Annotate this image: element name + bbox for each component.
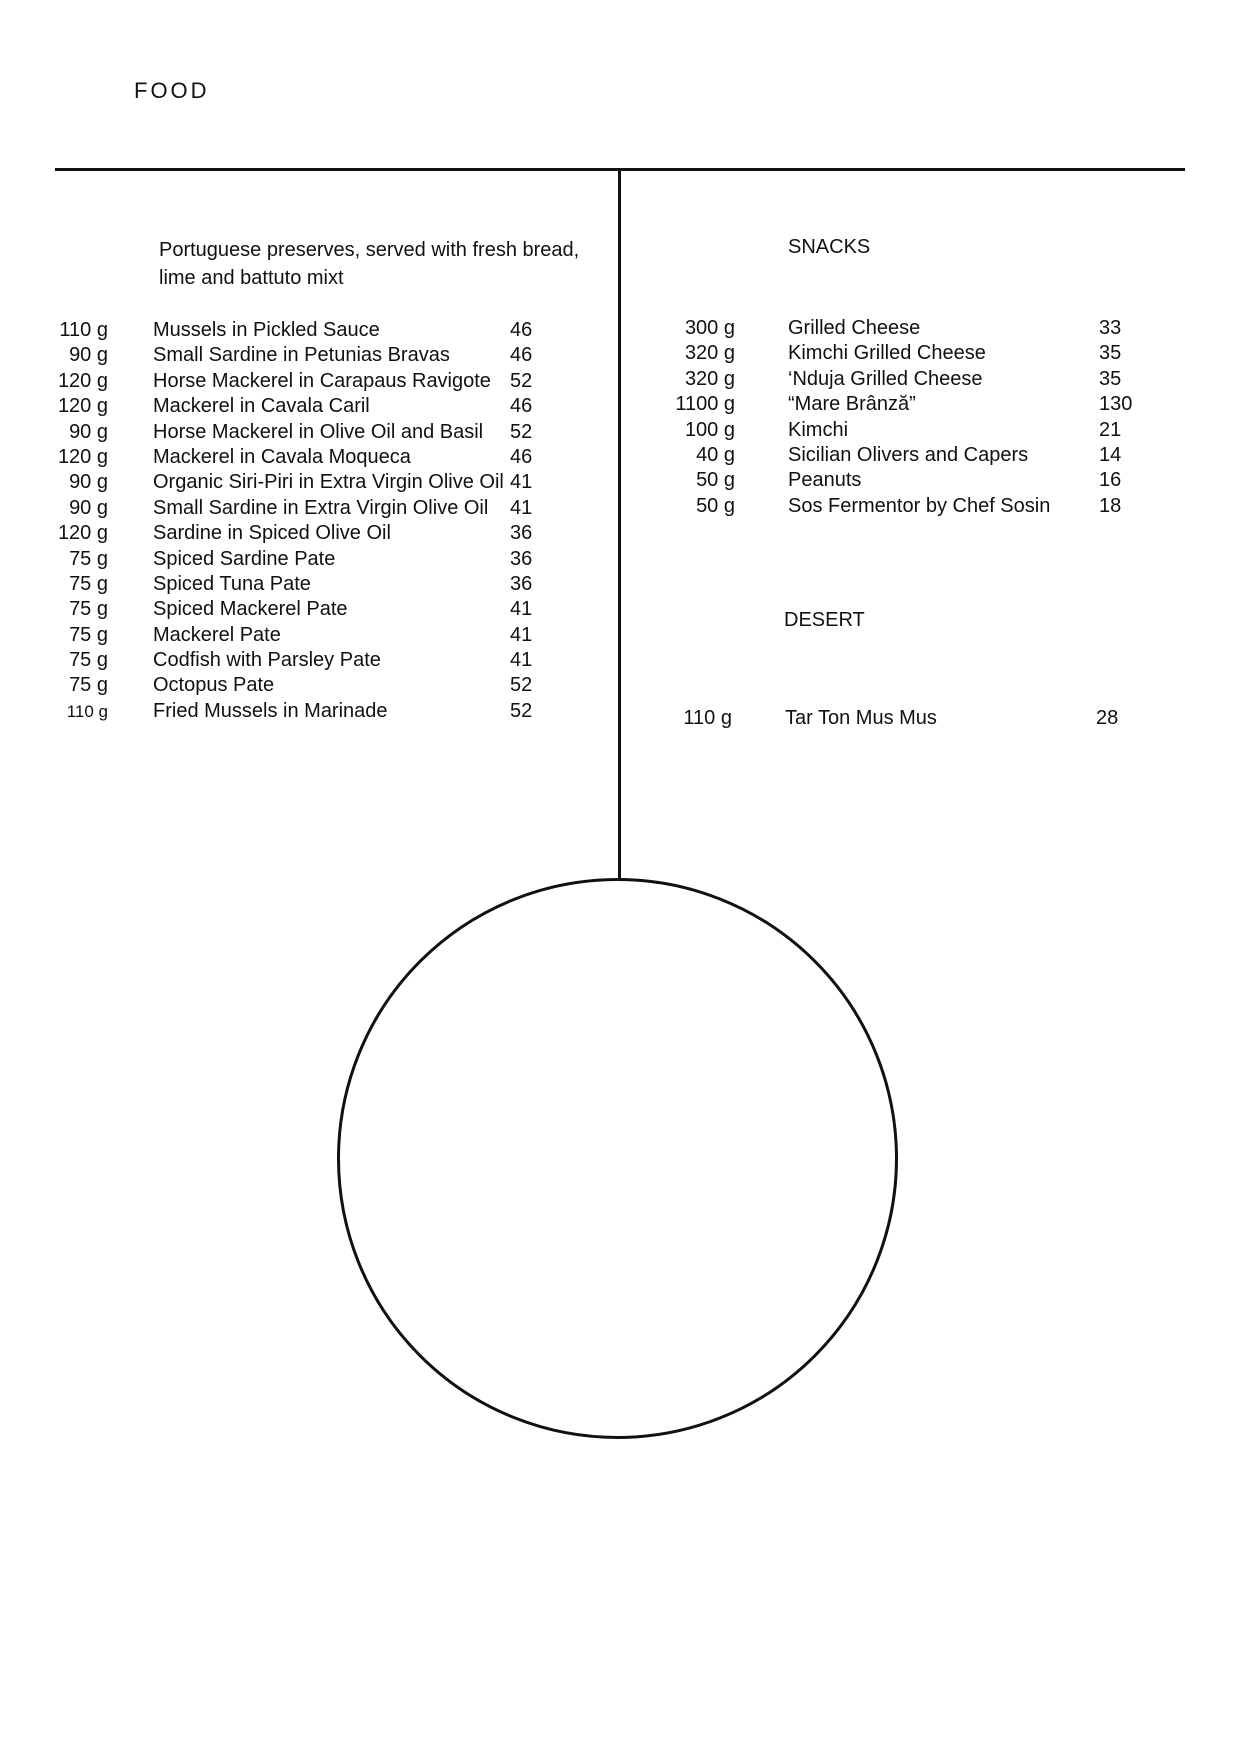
item-weight: 100 g	[684, 418, 735, 441]
item-name: Grilled Cheese	[788, 317, 921, 339]
item-price: 36	[510, 572, 533, 595]
item-name: Mackerel in Cavala Caril	[153, 395, 370, 418]
item-weight: 120 g	[57, 369, 108, 392]
item-weight: 320 g	[684, 342, 735, 365]
item-name: Mussels in Pickled Sauce	[153, 319, 380, 341]
item-name: Kimchi	[788, 418, 849, 441]
item-weight: 75 g	[69, 623, 108, 646]
item-price: 41	[510, 649, 533, 672]
item-name: Mackerel Pate	[153, 623, 281, 646]
item-weight: 75 g	[69, 598, 108, 621]
item-weight: 50 g	[696, 494, 735, 517]
item-price: 46	[510, 395, 533, 418]
item-price: 46	[510, 344, 533, 367]
item-name: Organic Siri-Piri in Extra Virgin Olive Oil	[153, 471, 504, 494]
item-price: 52	[510, 699, 533, 722]
item-name: Codfish with Parsley Pate	[153, 649, 381, 672]
item-price: 35	[1099, 342, 1122, 365]
item-name: Sos Fermentor by Chef Sosin	[788, 494, 1051, 517]
item-price: 21	[1099, 418, 1122, 441]
item-weight: 90 g	[69, 420, 108, 443]
item-name: Small Sardine in Extra Virgin Olive Oil	[153, 496, 489, 519]
item-price: 36	[510, 522, 533, 545]
item-name: Sicilian Olivers and Capers	[788, 443, 1029, 466]
item-price: 18	[1099, 494, 1122, 517]
item-name: Fried Mussels in Marinade	[153, 699, 388, 722]
item-price: 16	[1099, 469, 1122, 492]
item-name: Horse Mackerel in Olive Oil and Basil	[153, 420, 484, 443]
item-name: Octopus Pate	[153, 674, 275, 697]
item-price: 46	[510, 445, 533, 468]
circle-graphic	[337, 878, 898, 1439]
item-price: 14	[1099, 443, 1122, 466]
item-name: Small Sardine in Petunias Bravas	[153, 344, 450, 367]
item-name: Tar Ton Mus Mus	[785, 707, 937, 729]
item-name: “Mare Brânză”	[788, 393, 916, 416]
item-weight: 90 g	[69, 344, 108, 367]
item-weight: 90 g	[69, 471, 108, 494]
item-weight: 300 g	[684, 317, 735, 339]
preserves-intro: Portuguese preserves, served with fresh bread, lime and battuto mixt	[159, 239, 580, 289]
item-weight: 75 g	[69, 649, 108, 672]
item-price: 52	[510, 369, 533, 392]
item-weight: 75 g	[69, 674, 108, 697]
item-weight: 120 g	[57, 395, 108, 418]
item-name: Mackerel in Cavala Moqueca	[153, 445, 411, 468]
vertical-divider	[618, 168, 621, 880]
item-name: ‘Nduja Grilled Cheese	[788, 367, 983, 390]
item-weight: 75 g	[69, 547, 108, 570]
item-weight: 120 g	[57, 445, 108, 468]
item-price: 41	[510, 598, 533, 621]
item-weight: 50 g	[696, 469, 735, 492]
item-price: 28	[1096, 707, 1119, 729]
item-price: 36	[510, 547, 533, 570]
item-price: 41	[510, 496, 533, 519]
item-price: 52	[510, 420, 533, 443]
item-weight: 75 g	[69, 572, 108, 595]
item-name: Spiced Mackerel Pate	[153, 598, 348, 621]
page-title: FOOD	[134, 78, 210, 103]
item-price: 41	[510, 623, 533, 646]
item-price: 35	[1099, 367, 1122, 390]
item-price: 33	[1099, 317, 1122, 339]
item-name: Spiced Sardine Pate	[153, 547, 336, 570]
item-weight: 110 g	[66, 701, 108, 721]
item-price: 46	[510, 319, 533, 341]
item-name: Kimchi Grilled Cheese	[788, 342, 986, 365]
item-price: 41	[510, 471, 533, 494]
item-price: 130	[1099, 393, 1133, 416]
item-name: Sardine in Spiced Olive Oil	[153, 522, 391, 545]
item-name: Spiced Tuna Pate	[153, 572, 311, 595]
item-name: Horse Mackerel in Carapaus Ravigote	[153, 369, 491, 392]
item-weight: 110 g	[683, 707, 732, 729]
item-weight: 1100 g	[675, 393, 735, 416]
item-weight: 90 g	[69, 496, 108, 519]
snacks-heading: SNACKS	[788, 236, 871, 258]
item-weight: 120 g	[57, 522, 108, 545]
item-price: 52	[510, 674, 533, 697]
item-weight: 110 g	[59, 319, 108, 341]
item-weight: 320 g	[684, 367, 735, 390]
item-name: Peanuts	[788, 469, 862, 492]
desert-heading: DESERT	[784, 609, 865, 631]
item-weight: 40 g	[696, 443, 735, 466]
